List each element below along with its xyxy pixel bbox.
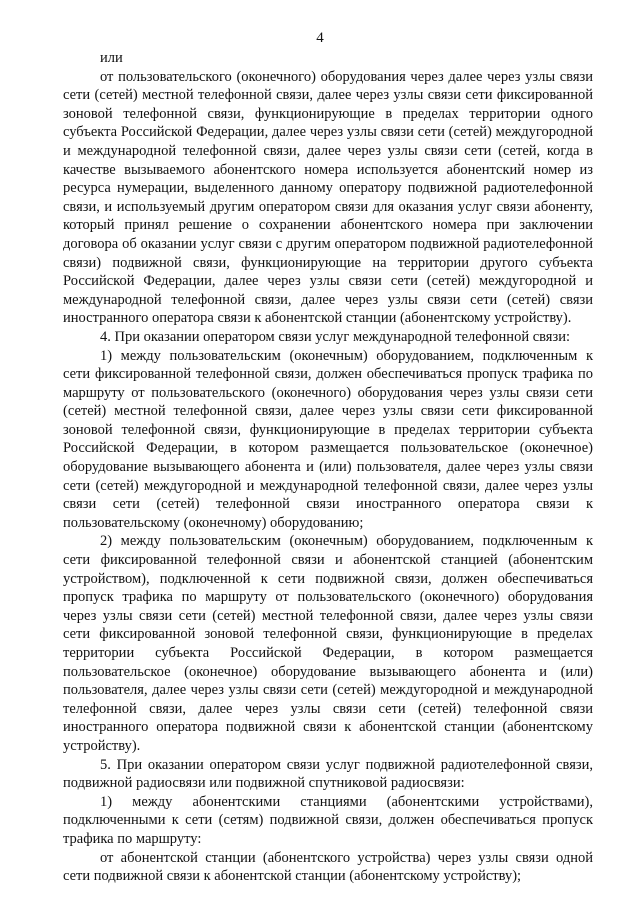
paragraph-section-4-item-2: 2) между пользовательским (оконечным) оборудованием, подключенным к сети фиксированной телефонной связи и абонентской станцией (абонентским устройством), подключенной к сети подвижной связи, должен обеспечиваться пропуск трафика по маршруту от пользовательского (оконечного) оборудования через узлы связи сети (сетей) местной телефонной связи, далее через узлы связи сети фиксированной зоновой телефонной связи, функционирующие в пределах территории субъекта Российской Федерации, в котором размещается пользовательское (оконечное) оборудование вызывающего абонента и (или) пользователя, далее через узлы связи сети (сетей) междугородной и международной телефонной связи, далее через узлы связи сети (сетей) телефонной связи иностранного оператора подвижной связи к абонентской станции (абонентскому устройству). [63,533,593,754]
page-number: 4 [316,30,324,46]
paragraph-section-4-heading: 4. При оказании оператором связи услуг международной телефонной связи: [100,328,570,345]
paragraph-or: или [100,50,123,66]
paragraph-section-5-item-1: 1) между абонентскими станциями (абонентскими устройствами), подключенными к сети (сетям) подвижной связи, должен обеспечиваться пропуск трафика по маршруту: [63,793,593,847]
paragraph-route-from-user-equipment: от пользовательского (оконечного) оборудования через далее через узлы связи сети (сетей) местной телефонной связи, далее через узлы связи сети фиксированной зоновой телефонной связи, функционирующие в пределах территории одного субъекта Российской Федерации, далее через узлы связи сети (сетей) междугородной и международной телефонной связи, далее через узлы связи сети (сетей, когда в качестве вызываемого абонентского номера используется абонентский номер из ресурса нумерации, выделенного данному оператору подвижной радиотелефонной связи, и используемый другим оператором связи для оказания услуг связи абоненту, который принял решение о сохранении абонентского номера при заключении договора об оказании услуг связи с другим оператором подвижной радиотелефонной связи) подвижной связи, функционирующие на территории другого субъекта Российской Федерации, далее через узлы связи сети (сетей) междугородной и международной телефонной связи, далее через узлы связи сети (сетей) связи иностранного оператора связи к абонентской станции (абонентскому устройству). [63,68,593,327]
paragraph-section-4-item-1: 1) между пользовательским (оконечным) оборудованием, подключенным к сети фиксированной телефонной связи, должен обеспечиваться пропуск трафика по маршруту от пользовательского (оконечного) оборудования через узлы связи сети (сетей) местной телефонной связи, далее через узлы связи сети фиксированной зоновой телефонной связи, функционирующие в пределах территории субъекта Российской Федерации, в котором размещается пользовательское (оконечное) оборудование вызывающего абонента и (или) пользователя, далее через узлы связи сети (сетей) междугородной и международной телефонной связи, далее через узлы связи сети (сетей) телефонной связи иностранного оператора связи к пользовательскому (оконечному) оборудованию; [63,347,593,531]
document-body [63,49,593,886]
paragraph-route-between-stations: от абонентской станции (абонентского устройства) через узлы связи одной сети подвижной связи к абонентской станции (абонентскому устройству); [63,849,593,885]
paragraph-section-5-heading: 5. При оказании оператором связи услуг подвижной радиотелефонной связи, подвижной радиосвязи или подвижной спутниковой радиосвязи: [63,756,593,792]
